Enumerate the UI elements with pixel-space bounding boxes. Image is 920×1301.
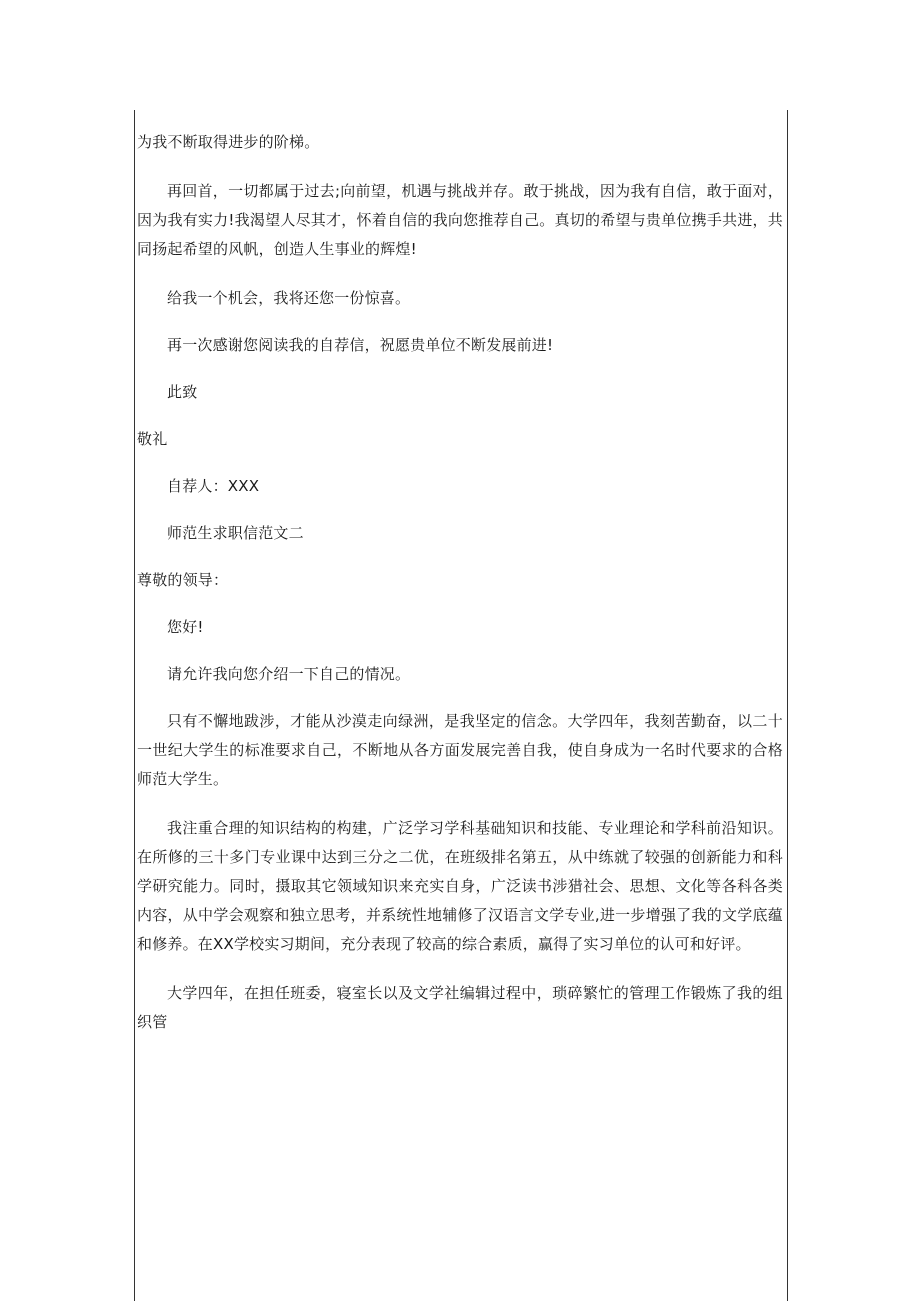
paragraph-belief: 只有不懈地跋涉，才能从沙漠走向绿洲，是我坚定的信念。大学四年，我刻苦勤奋，以二十一世纪大学生的标准要求自己，不断地从各方面发展完善自我，使自身成为一名时代要求的合格师范大学生。 <box>137 712 783 788</box>
paragraph-thanks: 再一次感谢您阅读我的自荐信，祝愿贵单位不断发展前进! <box>167 336 554 354</box>
paragraph-intro: 请允许我向您介绍一下自己的情况。 <box>167 665 411 683</box>
greeting-hello: 您好! <box>167 618 204 636</box>
closing-regards: 敬礼 <box>137 430 168 448</box>
section-title: 师范生求职信范文二 <box>167 524 304 542</box>
paragraph-leadership: 大学四年，在担任班委，寝室长以及文学社编辑过程中，琐碎繁忙的管理工作锻炼了我的组织管 <box>137 984 783 1031</box>
paragraph-give-chance: 给我一个机会，我将还您一份惊喜。 <box>167 289 411 307</box>
document-body <box>137 128 783 1057</box>
closing-salutation: 此致 <box>167 383 198 401</box>
paragraph-look-back: 再回首，一切都属于过去;向前望，机遇与挑战并存。敢于挑战，因为我有自信，敢于面对，因为我有实力!我渴望人尽其才，怀着自信的我向您推荐自己。真切的希望与贵单位携手共进，共同扬起希望的风帆，创造人生事业的辉煌! <box>137 182 783 258</box>
paragraph-knowledge: 我注重合理的知识结构的构建，广泛学习学科基础知识和技能、专业理论和学科前沿知识。在所修的三十多门专业课中达到三分之二优，在班级排名第五，从中练就了较强的创新能力和科学研究能力。同时，摄取其它领域知识来充实自身，广泛读书涉猎社会、思想、文化等各科各类内容，从中学会观察和独立思考，并系统性地辅修了汉语言文学专业,进一步增强了我的文学底蕴和修养。在XX学校实习期间，充分表现了较高的综合素质，赢得了实习单位的认可和好评。 <box>137 819 783 953</box>
greeting-addressee: 尊敬的领导： <box>137 571 229 589</box>
signature-line: 自荐人：XXX <box>167 477 260 495</box>
paragraph-continuation: 为我不断取得进步的阶梯。 <box>137 133 320 151</box>
